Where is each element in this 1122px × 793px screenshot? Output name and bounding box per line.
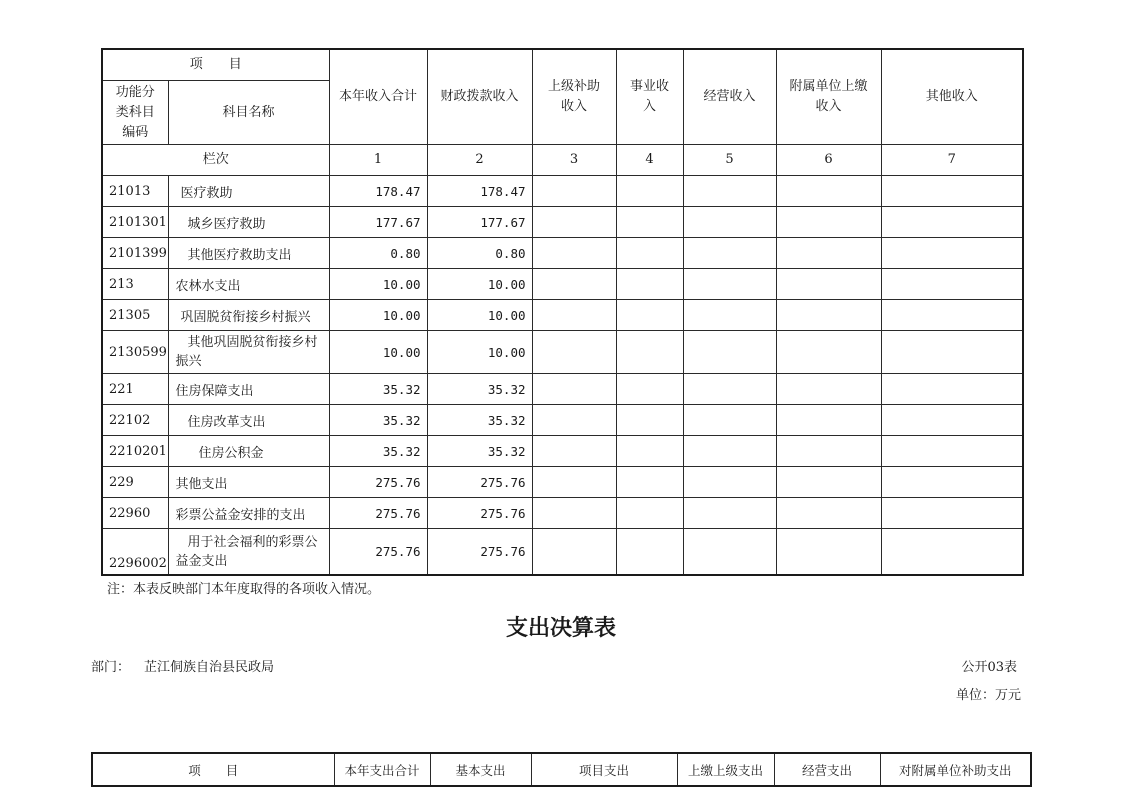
header-subject-name: 科目名称 <box>168 81 329 145</box>
row-fiscal: 35.32 <box>427 436 532 467</box>
row-name: 巩固脱贫衔接乡村振兴 <box>168 300 329 331</box>
row-name: 住房公积金 <box>168 436 329 467</box>
row-name: 农林水支出 <box>168 269 329 300</box>
empty-cell <box>532 498 616 529</box>
row-fiscal: 178.47 <box>427 176 532 207</box>
row-name: 城乡医疗救助 <box>168 207 329 238</box>
empty-cell <box>683 498 776 529</box>
empty-cell <box>616 238 683 269</box>
header-col-remit: 上缴上级支出 <box>677 753 774 786</box>
header-item: 项 目 <box>92 753 334 786</box>
empty-cell <box>683 269 776 300</box>
empty-cell <box>532 300 616 331</box>
row-code: 21305 <box>102 300 168 331</box>
row-fiscal: 177.67 <box>427 207 532 238</box>
row-total: 275.76 <box>329 529 427 576</box>
empty-cell <box>776 176 881 207</box>
empty-cell <box>532 436 616 467</box>
header-col-fiscal: 财政拨款收入 <box>427 49 532 145</box>
row-fiscal: 275.76 <box>427 467 532 498</box>
empty-cell <box>616 269 683 300</box>
header-func-code: 功能分类科目编码 <box>102 81 168 145</box>
row-total: 0.80 <box>329 238 427 269</box>
empty-cell <box>683 467 776 498</box>
row-name: 住房保障支出 <box>168 374 329 405</box>
row-total: 35.32 <box>329 374 427 405</box>
table-row <box>102 269 1023 300</box>
empty-cell <box>881 405 1023 436</box>
empty-cell <box>776 529 881 576</box>
header-col-superior: 上级补助收入 <box>532 49 616 145</box>
header-col-total: 本年收入合计 <box>329 49 427 145</box>
header-col-operating: 经营支出 <box>774 753 880 786</box>
empty-cell <box>776 405 881 436</box>
row-code: 229 <box>102 467 168 498</box>
empty-cell <box>683 238 776 269</box>
empty-cell <box>616 207 683 238</box>
table-row <box>102 467 1023 498</box>
empty-cell <box>532 176 616 207</box>
empty-cell <box>881 331 1023 374</box>
col-number: 4 <box>616 145 683 176</box>
empty-cell <box>881 300 1023 331</box>
empty-cell <box>776 207 881 238</box>
row-fiscal: 10.00 <box>427 300 532 331</box>
header-item: 项 目 <box>102 49 329 81</box>
row-total: 10.00 <box>329 269 427 300</box>
row-fiscal: 0.80 <box>427 238 532 269</box>
empty-cell <box>683 436 776 467</box>
col-number: 5 <box>683 145 776 176</box>
empty-cell <box>616 405 683 436</box>
empty-cell <box>616 300 683 331</box>
table-row <box>102 176 1023 207</box>
col-number: 3 <box>532 145 616 176</box>
empty-cell <box>532 238 616 269</box>
empty-cell <box>776 498 881 529</box>
empty-cell <box>616 467 683 498</box>
row-code: 221 <box>102 374 168 405</box>
page-title: 支出决算表 <box>505 616 616 641</box>
empty-cell <box>683 529 776 576</box>
row-total: 10.00 <box>329 331 427 374</box>
empty-cell <box>881 467 1023 498</box>
row-name: 其他支出 <box>168 467 329 498</box>
row-total: 275.76 <box>329 467 427 498</box>
table-row <box>102 529 1023 576</box>
empty-cell <box>532 405 616 436</box>
empty-cell <box>776 269 881 300</box>
empty-cell <box>683 300 776 331</box>
row-total: 10.00 <box>329 300 427 331</box>
empty-cell <box>881 374 1023 405</box>
table-row <box>102 374 1023 405</box>
row-fiscal: 275.76 <box>427 529 532 576</box>
table-row <box>102 238 1023 269</box>
header-col-total: 本年支出合计 <box>334 753 430 786</box>
table-row <box>102 405 1023 436</box>
empty-cell <box>881 207 1023 238</box>
row-name: 住房改革支出 <box>168 405 329 436</box>
col-number: 2 <box>427 145 532 176</box>
empty-cell <box>616 331 683 374</box>
row-name: 其他医疗救助支出 <box>168 238 329 269</box>
empty-cell <box>616 498 683 529</box>
header-col-operating: 经营收入 <box>683 49 776 145</box>
row-name: 用于社会福利的彩票公益金支出 <box>168 529 329 576</box>
header-col-business: 事业收入 <box>616 49 683 145</box>
income-table <box>101 48 1024 576</box>
empty-cell <box>881 269 1023 300</box>
row-total: 35.32 <box>329 405 427 436</box>
table-note: 注：本表反映部门本年度取得的各项收入情况。 <box>107 582 381 597</box>
row-name: 其他巩固脱贫衔接乡村振兴 <box>168 331 329 374</box>
row-code: 21013 <box>102 176 168 207</box>
empty-cell <box>881 176 1023 207</box>
empty-cell <box>532 529 616 576</box>
row-code: 2296002 <box>102 529 168 576</box>
row-name: 医疗救助 <box>168 176 329 207</box>
col-number: 6 <box>776 145 881 176</box>
row-name: 彩票公益金安排的支出 <box>168 498 329 529</box>
table-row <box>102 331 1023 374</box>
department-line <box>91 656 274 675</box>
empty-cell <box>532 374 616 405</box>
empty-cell <box>532 331 616 374</box>
row-total: 177.67 <box>329 207 427 238</box>
empty-cell <box>881 498 1023 529</box>
header-col-basic: 基本支出 <box>430 753 531 786</box>
empty-cell <box>776 238 881 269</box>
row-code: 2101399 <box>102 238 168 269</box>
empty-cell <box>776 436 881 467</box>
department-label: 部门： <box>91 660 131 675</box>
row-fiscal: 10.00 <box>427 269 532 300</box>
header-col-subsidy: 对附属单位补助支出 <box>880 753 1031 786</box>
row-code: 2210201 <box>102 436 168 467</box>
empty-cell <box>683 331 776 374</box>
empty-cell <box>776 374 881 405</box>
empty-cell <box>616 176 683 207</box>
row-code: 213 <box>102 269 168 300</box>
header-col-affiliated: 附属单位上缴收入 <box>776 49 881 145</box>
row-total: 275.76 <box>329 498 427 529</box>
empty-cell <box>776 300 881 331</box>
table-row <box>102 498 1023 529</box>
empty-cell <box>616 374 683 405</box>
header-col-project: 项目支出 <box>531 753 677 786</box>
empty-cell <box>532 269 616 300</box>
empty-cell <box>532 207 616 238</box>
table-row <box>102 436 1023 467</box>
empty-cell <box>881 238 1023 269</box>
table-row <box>102 300 1023 331</box>
empty-cell <box>683 374 776 405</box>
row-total: 35.32 <box>329 436 427 467</box>
col-number: 1 <box>329 145 427 176</box>
empty-cell <box>683 405 776 436</box>
empty-cell <box>616 436 683 467</box>
header-col-other: 其他收入 <box>881 49 1023 145</box>
empty-cell <box>881 529 1023 576</box>
empty-cell <box>776 467 881 498</box>
row-code: 2130599 <box>102 331 168 374</box>
row-fiscal: 10.00 <box>427 331 532 374</box>
empty-cell <box>683 207 776 238</box>
empty-cell <box>532 467 616 498</box>
department-name: 芷江侗族自治县民政局 <box>144 660 275 675</box>
empty-cell <box>881 436 1023 467</box>
row-fiscal: 35.32 <box>427 374 532 405</box>
empty-cell <box>616 529 683 576</box>
empty-cell <box>683 176 776 207</box>
row-fiscal: 35.32 <box>427 405 532 436</box>
col-number: 7 <box>881 145 1023 176</box>
row-label: 栏次 <box>102 145 329 176</box>
empty-cell <box>776 331 881 374</box>
table-row <box>102 207 1023 238</box>
row-total: 178.47 <box>329 176 427 207</box>
row-code: 22960 <box>102 498 168 529</box>
expense-table <box>91 752 1032 787</box>
row-code: 22102 <box>102 405 168 436</box>
row-code: 2101301 <box>102 207 168 238</box>
form-number: 公开03表 <box>961 660 1017 675</box>
row-fiscal: 275.76 <box>427 498 532 529</box>
unit-label: 单位：万元 <box>955 688 1021 703</box>
